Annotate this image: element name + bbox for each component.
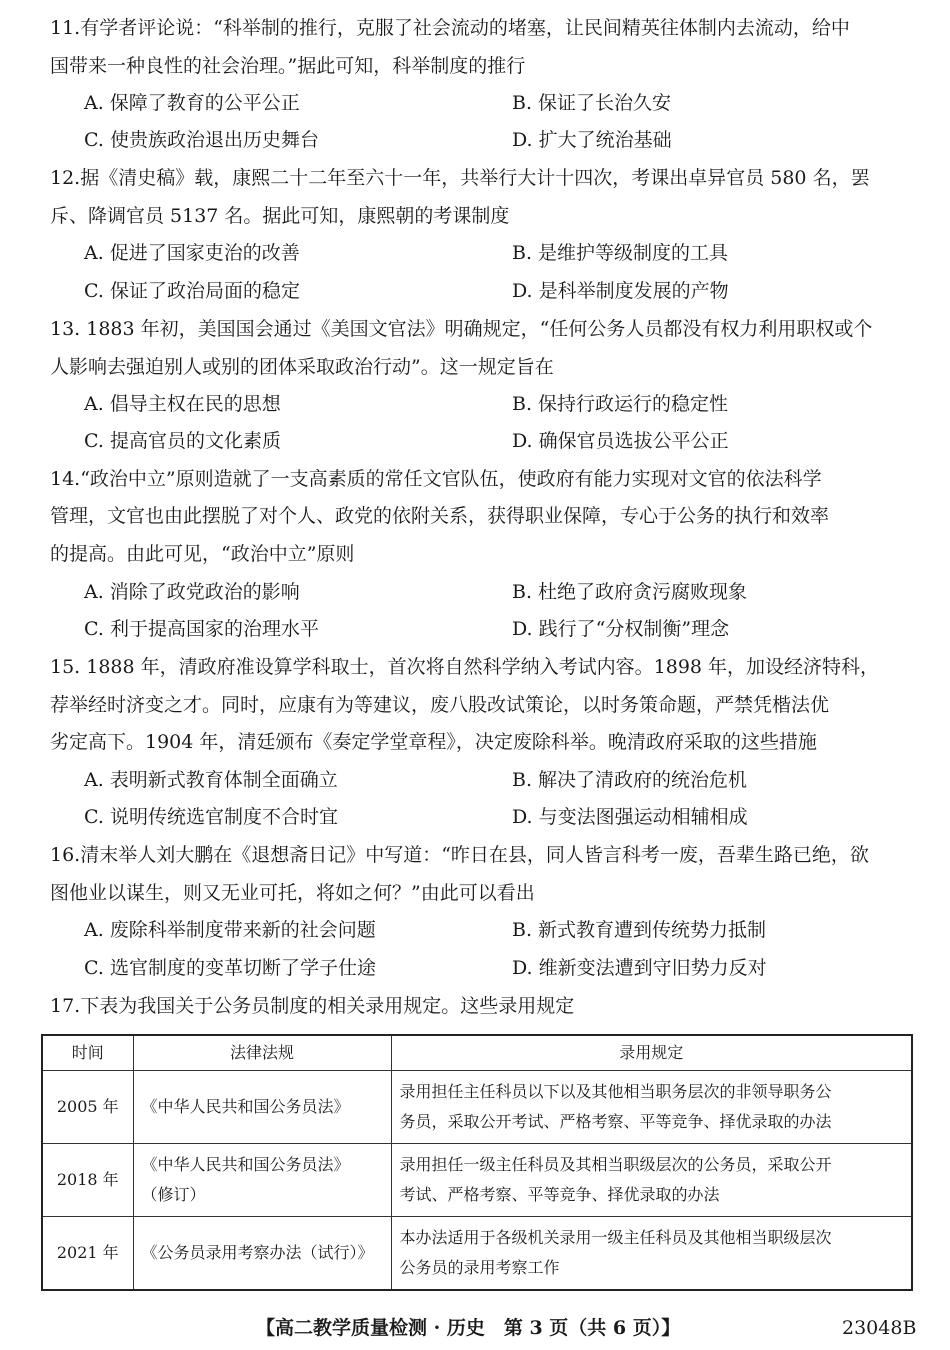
regulations-table bbox=[41, 1034, 913, 1291]
question-stem-line: 的提高。由此可见，“政治中立”原则 bbox=[50, 543, 355, 565]
option-b: B. 保证了长治久安 bbox=[512, 92, 672, 114]
cell-rule-line: 本办法适用于各级机关录用一级主任科员及其他相当职级层次 bbox=[399, 1228, 832, 1247]
cell-rule bbox=[391, 1217, 912, 1291]
cell-rule-line: 录用担任一级主任科员及其相当职级层次的公务员，采取公开 bbox=[399, 1155, 832, 1174]
cell-law-line: 《中华人民共和国公务员法》 bbox=[141, 1155, 350, 1174]
option-d: D. 与变法图强运动相辅相成 bbox=[512, 806, 748, 828]
footer-title: 【高二教学质量检测 · 历史 第 3 页（共 6 页）】 bbox=[256, 1317, 681, 1339]
header-time: 时间 bbox=[42, 1035, 133, 1071]
option-a: A. 废除科举制度带来新的社会问题 bbox=[84, 919, 376, 941]
option-c: C. 利于提高国家的治理水平 bbox=[84, 618, 319, 640]
cell-rule-line: 录用担任主任科员以下以及其他相当职务层次的非领导职务公 bbox=[399, 1082, 832, 1101]
cell-law-line: 《公务员录用考察办法（试行）》 bbox=[141, 1243, 374, 1262]
option-d: D. 维新变法遭到守旧势力反对 bbox=[512, 957, 767, 979]
cell-rule-line: 公务员的录用考察工作 bbox=[399, 1258, 560, 1277]
question-stem-line: 图他业以谋生，则又无业可托，将如之何？”由此可以看出 bbox=[50, 882, 535, 904]
cell-law bbox=[133, 1144, 391, 1217]
cell-rule-line: 务员，采取公开考试、严格考察、平等竞争、择优录取的办法 bbox=[399, 1112, 832, 1131]
option-d: D. 是科举制度发展的产物 bbox=[512, 280, 729, 302]
table-row bbox=[42, 1071, 912, 1144]
cell-law-line: 《中华人民共和国公务员法》 bbox=[141, 1097, 350, 1116]
cell-year: 2021 年 bbox=[42, 1217, 133, 1291]
option-a: A. 表明新式教育体制全面确立 bbox=[84, 769, 338, 791]
option-c: C. 使贵族政治退出历史舞台 bbox=[84, 129, 319, 151]
option-b: B. 新式教育遭到传统势力抵制 bbox=[512, 919, 767, 941]
header-rule: 录用规定 bbox=[391, 1035, 912, 1071]
question-stem-line: 荐举经时济变之才。同时，应康有为等建议，废八股改试策论，以时务策命题，严禁凭楷法优 bbox=[50, 694, 830, 716]
cell-law bbox=[133, 1217, 391, 1291]
option-c: C. 选官制度的变革切断了学子仕途 bbox=[84, 957, 376, 979]
question-stem-line: 劣定高下。1904 年，清廷颁布《奏定学堂章程》，决定废除科举。晚清政府采取的这些措施 bbox=[50, 731, 817, 753]
question-stem-line: 13. 1883 年初，美国国会通过《美国文官法》明确规定，“任何公务人员都没有权力利用职权或个 bbox=[50, 318, 873, 340]
option-b: B. 解决了清政府的统治危机 bbox=[512, 769, 748, 791]
question-stem-line: 人影响去强迫别人或别的团体采取政治行动”。这一规定旨在 bbox=[50, 356, 554, 378]
question-stem-line: 17.下表为我国关于公务员制度的相关录用规定。这些录用规定 bbox=[50, 995, 575, 1017]
option-a: A. 倡导主权在民的思想 bbox=[84, 393, 281, 415]
option-a: A. 保障了教育的公平公正 bbox=[84, 92, 300, 114]
question-stem-line: 16.清末举人刘大鹏在《退想斋日记》中写道：“昨日在县，同人皆言科考一废，吾辈生路已绝，欲 bbox=[50, 844, 869, 866]
option-a: A. 促进了国家吏治的改善 bbox=[84, 242, 300, 264]
cell-rule-line: 考试、严格考察、平等竞争、择优录取的办法 bbox=[399, 1185, 720, 1204]
option-d: D. 践行了“分权制衡”理念 bbox=[512, 618, 730, 640]
page-footer bbox=[0, 1316, 950, 1340]
option-c: C. 提高官员的文化素质 bbox=[84, 430, 281, 452]
cell-law-line: （修订） bbox=[141, 1185, 206, 1204]
cell-rule bbox=[391, 1144, 912, 1217]
option-c: C. 保证了政治局面的稳定 bbox=[84, 280, 300, 302]
question-stem-line: 国带来一种良性的社会治理。”据此可知，科举制度的推行 bbox=[50, 55, 526, 77]
header-law: 法律法规 bbox=[133, 1035, 391, 1071]
table-row bbox=[42, 1144, 912, 1217]
option-b: B. 杜绝了政府贪污腐败现象 bbox=[512, 581, 748, 603]
cell-year: 2018 年 bbox=[42, 1144, 133, 1217]
option-b: B. 保持行政运行的稳定性 bbox=[512, 393, 729, 415]
question-stem-line: 15. 1888 年，清政府准设算学科取士，首次将自然科学纳入考试内容。1898 年，加设经济特科， bbox=[50, 656, 880, 678]
table-header-row bbox=[42, 1035, 912, 1071]
question-stem-line: 14.“政治中立”原则造就了一支高素质的常任文官队伍，使政府有能力实现对文官的依法科学 bbox=[50, 468, 822, 490]
question-stem-line: 11.有学者评论说：“科举制的推行，克服了社会流动的堵塞，让民间精英往体制内去流动，给中 bbox=[50, 17, 850, 39]
question-stem-line: 12.据《清史稿》载，康熙二十二年至六十一年，共举行大计十四次，考课出卓异官员 580 名，罢 bbox=[50, 167, 870, 189]
question-stem-line: 斥、降调官员 5137 名。据此可知，康熙朝的考课制度 bbox=[50, 205, 510, 227]
table-row bbox=[42, 1217, 912, 1291]
paper-code: 23048B bbox=[842, 1317, 917, 1339]
cell-year: 2005 年 bbox=[42, 1071, 133, 1144]
option-b: B. 是维护等级制度的工具 bbox=[512, 242, 729, 264]
option-d: D. 确保官员选拔公平公正 bbox=[512, 430, 729, 452]
option-d: D. 扩大了统治基础 bbox=[512, 129, 672, 151]
option-c: C. 说明传统选官制度不合时宜 bbox=[84, 806, 338, 828]
option-a: A. 消除了政党政治的影响 bbox=[84, 581, 300, 603]
cell-law bbox=[133, 1071, 391, 1144]
question-stem-line: 管理，文官也由此摆脱了对个人、政党的依附关系，获得职业保障，专心于公务的执行和效率 bbox=[50, 505, 830, 527]
cell-rule bbox=[391, 1071, 912, 1144]
